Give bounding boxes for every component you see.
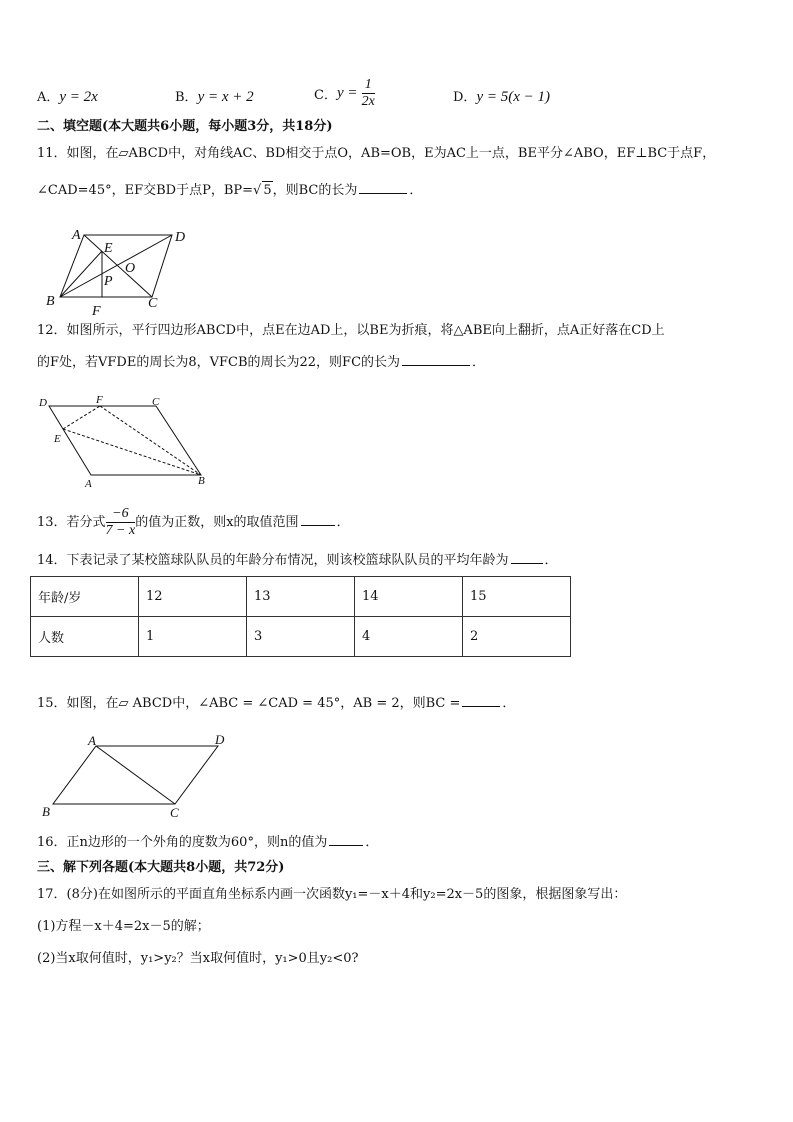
q12-label-c: C (152, 396, 160, 408)
q11-label-b: B (46, 294, 55, 309)
q14-answer-blank[interactable] (511, 551, 543, 564)
q11-sqrt: √ 5 (253, 183, 272, 198)
q17-line1: 17．(8分)在如图所示的平面直角坐标系内画一次函数y₁=－x＋4和y₂=2x－5的图象，根据图象写出： (37, 887, 627, 902)
table-cell: 1 (139, 617, 247, 657)
q15-diagonal-ac (96, 746, 175, 804)
q13-answer-blank[interactable] (301, 513, 335, 526)
option-a-label: A． (37, 90, 60, 105)
q11-line2-pre: ∠CAD=45°，EF交BD于点P，BP= (37, 183, 254, 198)
q11-label-c: C (148, 296, 158, 311)
q12-label-a: A (85, 478, 92, 490)
q11-label-d: D (175, 230, 186, 245)
table-cell: 3 (247, 617, 355, 657)
q15-label-b: B (42, 804, 50, 819)
table-cell: 12 (139, 577, 247, 617)
q11-segment-be (60, 251, 102, 297)
q12-label-b: B (198, 475, 205, 487)
q11-diagonal-ac (84, 235, 152, 297)
table-cell: 4 (355, 617, 463, 657)
q12-label-e: E (54, 433, 61, 445)
q15-text: 15．如图，在▱ ABCD中，∠ABC = ∠CAD = 45°，AB = 2，则BC = (37, 696, 461, 711)
q14-end: ． (544, 553, 558, 568)
option-b-label: B． (175, 90, 198, 105)
section-3-title: 三、解下列各题(本大题共8小题，共72分) (37, 860, 285, 875)
q13-fraction (106, 506, 136, 539)
option-c-label: C． (314, 88, 337, 103)
table-row (31, 617, 571, 657)
q15-end: ． (502, 696, 516, 711)
q12-label-f: F (96, 394, 103, 406)
q11-label-e: E (104, 241, 113, 256)
q12-line1: 12．如图所示，平行四边形ABCD中，点E在边AD上，以BE为折痕，将△ABE向上翻折，点A正好落在CD上 (37, 323, 665, 338)
table-row (31, 577, 571, 617)
option-c-fraction (362, 77, 375, 110)
q14-text: 14．下表记录了某校篮球队队员的年龄分布情况，则该校篮球队队员的平均年龄为 (37, 553, 509, 568)
option-b-expr: y = x + 2 (197, 89, 254, 105)
age-table (30, 576, 571, 657)
option-d-label: D． (453, 90, 477, 105)
q12-figure (36, 393, 216, 489)
q11-line2-post: ，则BC的长为 (272, 183, 358, 198)
q15-label-a: A (88, 733, 96, 748)
table-cell: 年龄/岁 (31, 577, 139, 617)
q12-line2 (37, 353, 485, 372)
q13-num: −6 (106, 506, 136, 523)
option-c-lhs: y = (336, 85, 358, 101)
q11-label-a: A (72, 228, 81, 243)
q11-label-o: O (125, 261, 136, 276)
q15-line (37, 694, 515, 713)
q16-text: 16．正n边形的一个外角的度数为60°，则n的值为 (37, 835, 328, 850)
q11-end: ． (409, 183, 423, 198)
q12-segment-eb (63, 429, 201, 475)
q15-figure (38, 730, 238, 822)
q13-end: ． (336, 515, 350, 530)
table-cell: 14 (355, 577, 463, 617)
q12-line2-pre: 的F处，若VFDE的周长为8，VFCB的周长为22，则FC的长为 (37, 355, 401, 370)
q17-line3: (2)当x取何值时，y₁>y₂？当x取何值时，y₁>0且y₂<0? (37, 951, 359, 966)
q13-den: 7 − x (105, 523, 136, 538)
q14-line (37, 551, 558, 570)
q11-line1: 11．如图，在▱ABCD中，对角线AC、BD相交于点O，AB=OB，E为AC上一点，BE平分∠ABO，EF⊥BC于点F， (37, 146, 716, 161)
q16-answer-blank[interactable] (329, 833, 363, 846)
table-cell: 2 (463, 617, 571, 657)
q15-label-d: D (215, 732, 225, 747)
option-c-num: 1 (362, 77, 375, 94)
option-b (175, 86, 254, 106)
q13-line (37, 506, 350, 539)
q15-label-c: C (170, 805, 179, 820)
q11-sqrt-value: 5 (263, 183, 272, 198)
q17-line2: (1)方程－x＋4=2x－5的解； (37, 919, 210, 934)
q16-end: ． (365, 835, 379, 850)
q12-segment-fb (100, 406, 201, 475)
q11-line2 (37, 181, 422, 200)
q11-figure (40, 225, 200, 320)
q12-parallelogram (49, 406, 201, 475)
q11-label-p: P (104, 274, 113, 289)
section-2-title: 二、填空题(本大题共6小题，每小题3分，共18分) (37, 119, 333, 134)
option-c-den: 2x (361, 94, 375, 109)
q13-post: 的值为正数，则x的取值范围 (135, 515, 299, 530)
q12-answer-blank[interactable] (402, 353, 470, 366)
option-d (453, 86, 550, 106)
option-d-expr: y = 5(x − 1) (476, 89, 550, 105)
q12-end: ． (472, 355, 486, 370)
q13-pre: 13．若分式 (37, 515, 106, 530)
q12-label-d: D (39, 397, 47, 409)
q15-answer-blank[interactable] (462, 694, 500, 707)
option-c (314, 77, 375, 110)
table-cell: 人数 (31, 617, 139, 657)
q11-label-f: F (92, 304, 101, 319)
q11-answer-blank[interactable] (359, 181, 407, 194)
option-a-expr: y = 2x (59, 89, 98, 105)
table-cell: 15 (463, 577, 571, 617)
q12-segment-ef (63, 406, 100, 429)
table-cell: 13 (247, 577, 355, 617)
option-a (37, 86, 98, 106)
q16-line (37, 833, 378, 852)
